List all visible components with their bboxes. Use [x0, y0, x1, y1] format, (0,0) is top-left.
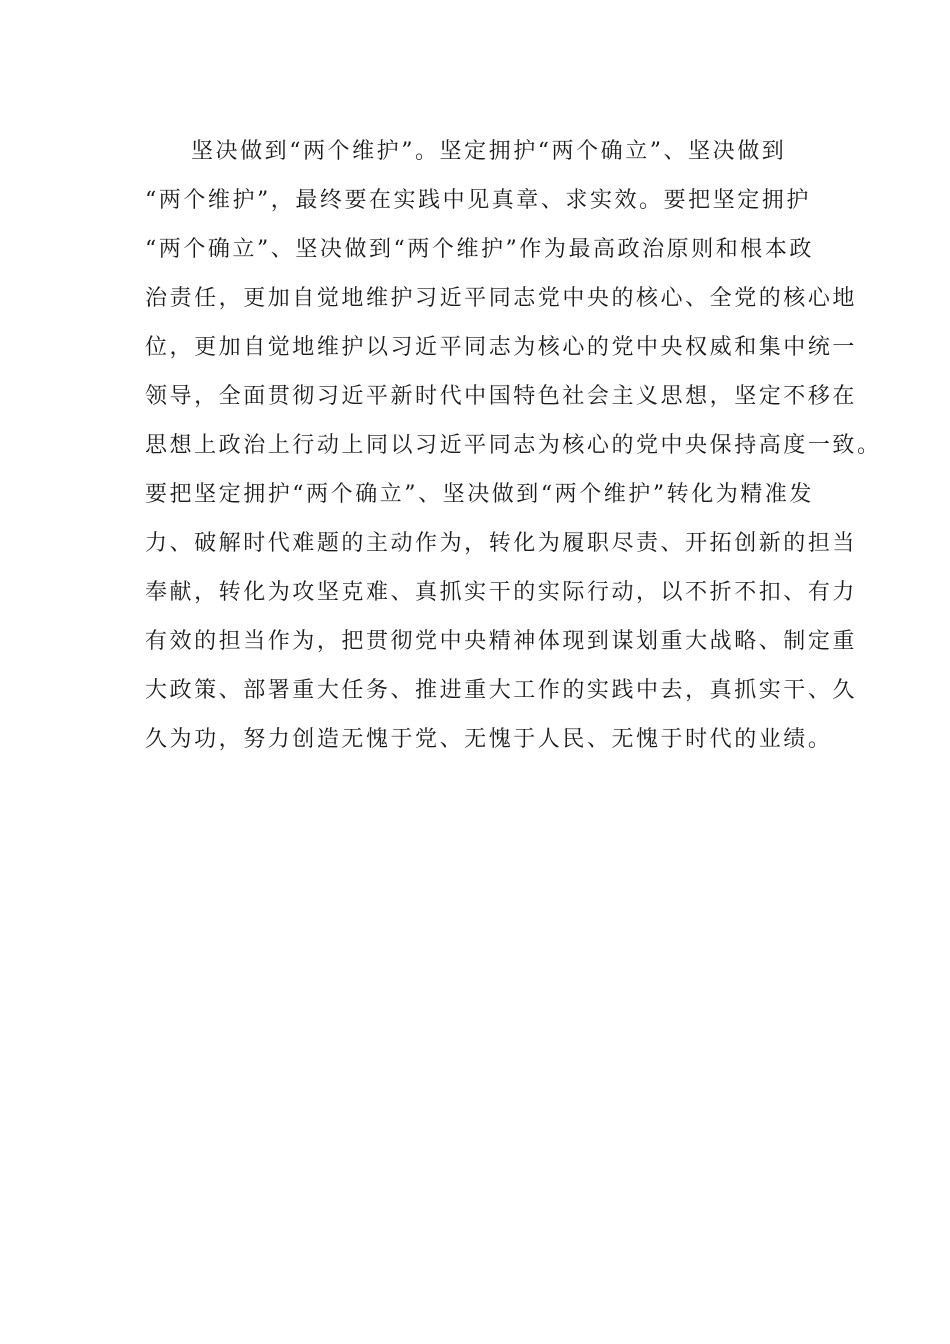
paragraph-line: 要把坚定拥护“两个确立”、坚决做到“两个维护”转化为精准发: [145, 482, 814, 507]
paragraph-line: 坚决做到“两个维护”。坚定拥护“两个确立”、坚决做到: [191, 139, 787, 164]
paragraph-line: 奉献，转化为攻坚克难、真抓实干的实际行动，以不折不扣、有力: [145, 580, 857, 605]
paragraph-line: 领导，全面贯彻习近平新时代中国特色社会主义思想，坚定不移在: [145, 384, 857, 409]
paragraph-line: “两个确立”、坚决做到“两个维护”作为最高政治原则和根本政: [145, 237, 814, 262]
paragraph-line: “两个维护”，最终要在实践中见真章、求实效。要把坚定拥护: [145, 188, 811, 213]
paragraph-line: 有效的担当作为，把贯彻党中央精神体现到谋划重大战略、制定重: [145, 629, 857, 654]
paragraph-line: 思想上政治上行动上同以习近平同志为核心的党中央保持高度一致。: [145, 433, 882, 458]
body-paragraph: [145, 132, 882, 769]
paragraph-line: 治责任，更加自觉地维护习近平同志党中央的核心、全党的核心地: [145, 286, 857, 311]
paragraph-line: 位，更加自觉地维护以习近平同志为核心的党中央权威和集中统一: [145, 335, 857, 360]
paragraph-line: 大政策、部署重大任务、推进重大工作的实践中去，真抓实干、久: [145, 678, 857, 703]
paragraph-line: 久为功，努力创造无愧于党、无愧于人民、无愧于时代的业绩。: [145, 727, 833, 752]
paragraph-line: 力、破解时代难题的主动作为，转化为履职尽责、开拓创新的担当: [145, 531, 857, 556]
